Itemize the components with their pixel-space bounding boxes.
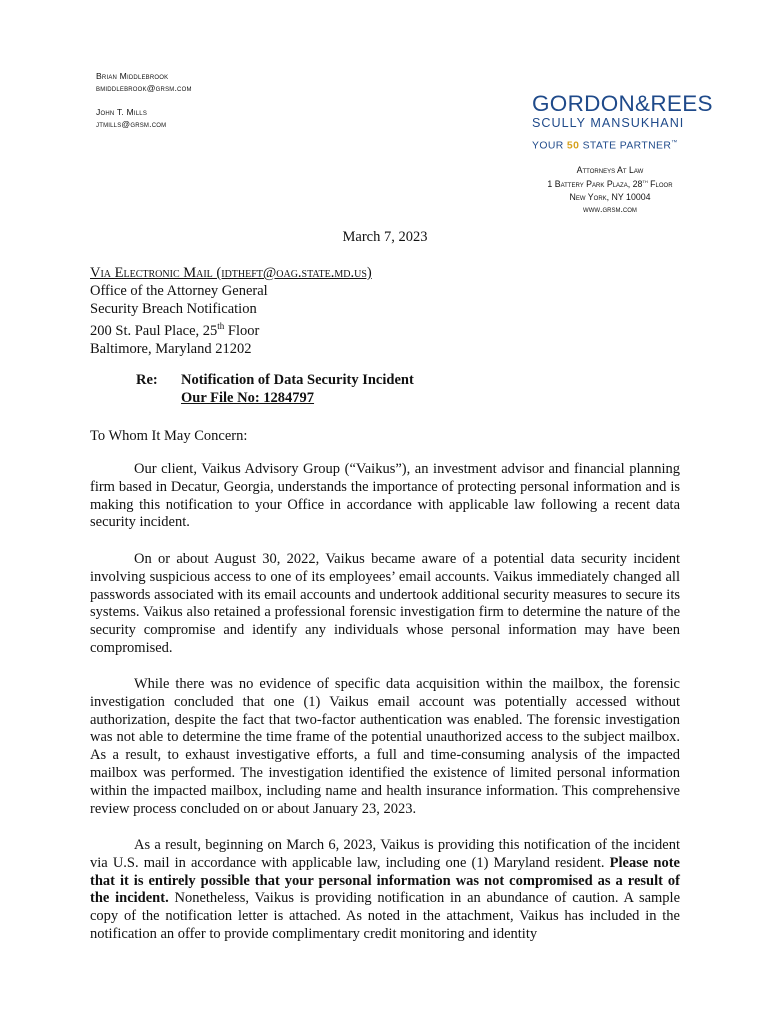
letter-date: March 7, 2023: [342, 229, 428, 245]
paragraph-4-bold: Please note that it is entirely possible that your personal information was not compromised as a result of the incident.: [90, 854, 680, 907]
contact-email-1[interactable]: bmiddlebrook@grsm.com: [96, 83, 192, 93]
paragraph-2: On or about August 30, 2022, Vaikus became aware of a potential data security incident involving suspicious access to one of its employees’ email accounts. Vaikus immediately changed all passwords associated with its email accounts and undertook additional security measures to secure its systems. Vaikus also retained a professional forensic investigation firm to determine the nature of the security compromise and identify any individuals whose personal information may have been compromised.: [90, 551, 680, 656]
paragraph-4-end: Nonetheless, Vaikus is providing notification in an abundance of caution. A sample copy of the notification letter is attached. As noted in the attachment, Vaikus has included in the notification an offer to provide complimentary credit monitoring and identity: [90, 890, 681, 942]
firm-address: [520, 164, 700, 215]
subject-line-2: Our File No: 1284797: [181, 390, 315, 406]
contact-name-2: John T. Mills: [96, 107, 148, 117]
salutation: To Whom It May Concern:: [90, 428, 248, 444]
firm-website[interactable]: www.grsm.com: [583, 203, 637, 214]
paragraph-1: Our client, Vaikus Advisory Group (“Vaikus”), an investment advisor and financial planning firm based in Decatur, Georgia, understands the importance of protecting personal information and is making this notification to your Office in accordance with applicable law following a recent data security incident.: [90, 461, 680, 531]
recipient-line-4: Baltimore, Maryland 21202: [90, 341, 252, 358]
recipient-line-2: Security Breach Notification: [90, 300, 257, 317]
firm-street: 1 Battery Park Plaza, 28th Floor: [547, 179, 673, 190]
paragraph-3: While there was no evidence of specific data acquisition within the mailbox, the forensic investigation concluded that one (1) Vaikus email account was potentially accessed without authorization, despite the fact that two-factor authentication was enabled. The forensic investigation was not able to determine the time frame of the potential unauthorized access to the subject mailbox. As a result, to exhaust investigative efforts, a full and time-consuming analysis of the impacted mailbox was performed. The investigation identified the existence of limited personal information within the impacted mailbox, including name and health insurance information. This comprehensive review process concluded on or about January 23, 2023.: [90, 676, 680, 817]
firm-logo: [532, 91, 713, 153]
contact-email-2[interactable]: jtmills@grsm.com: [96, 119, 167, 129]
author-contacts: [96, 70, 192, 130]
logo-line-1: GORDON&REES: [532, 91, 713, 116]
recipient-address: [90, 265, 372, 359]
logo-tagline: [532, 136, 682, 153]
subject-line-1: Notification of Data Security Incident: [181, 372, 414, 388]
recipient-line-1: Office of the Attorney General: [90, 282, 268, 299]
recipient-line-3: 200 St. Paul Place, 25th Floor: [90, 321, 260, 340]
firm-city: New York, NY 10004: [569, 191, 651, 202]
delivery-method: Via Electronic Mail (idtheft@oag.state.md.us): [90, 265, 372, 281]
paragraph-4: [90, 837, 680, 944]
contact-name-1: Brian Middlebrook: [96, 71, 169, 81]
tagline-number: 50: [566, 140, 580, 152]
tagline-post: STATE PARTNER: [579, 140, 672, 152]
firm-label: Attorneys At Law: [576, 165, 644, 175]
re-label: Re:: [136, 372, 158, 388]
tagline-pre: YOUR: [532, 140, 567, 152]
trademark-symbol: ™: [671, 140, 678, 146]
paragraph-4-start: As a result, beginning on March 6, 2023, Vaikus is providing this notification of the incident via U.S. mail in accordance with applicable law, including one (1) Maryland resident.: [90, 837, 680, 871]
logo-line-2: SCULLY MANSUKHANI: [532, 116, 685, 130]
